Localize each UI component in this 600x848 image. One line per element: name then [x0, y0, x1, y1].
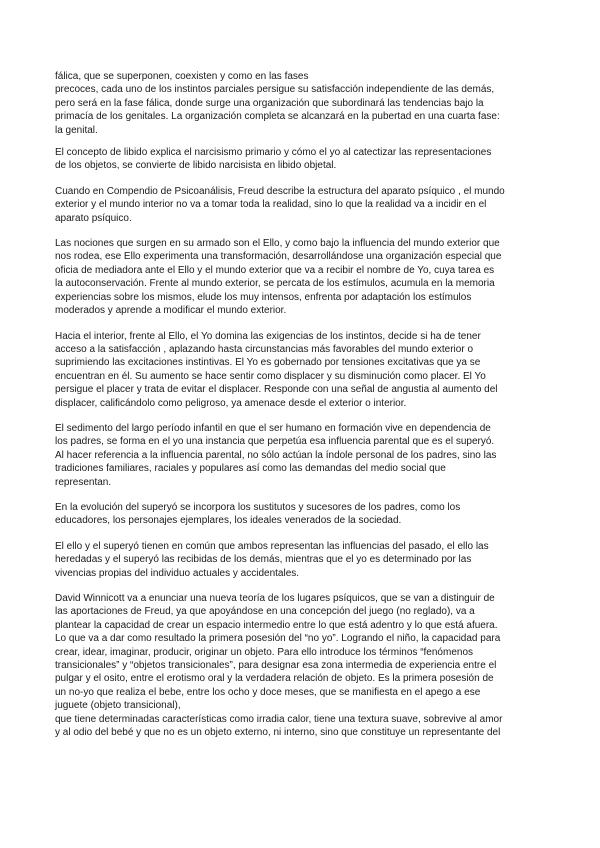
text-line: transicionales” y “objetos transicionales”, para designar esa zona intermedia de experiencia entre el	[55, 660, 497, 672]
text-line: El concepto de libido explica el narcisismo primario y cómo el yo al catectizar las representaciones	[55, 147, 492, 159]
paragraph	[55, 592, 550, 739]
text-line: vivencias propias del individuo actuales y accidentales.	[55, 567, 300, 579]
text-line: representan.	[55, 476, 112, 488]
text-line: experiencias sobre los mismos, elude los muy intensos, enfrenta por adaptación los estímulos	[55, 291, 472, 303]
text-line: los padres, se forma en el yo una instancia que perpetúa esa influencia parental que es el superyó.	[55, 436, 495, 448]
text-line: En la evolución del superyó se incorpora los sustitutos y sucesores de los padres, como los	[55, 501, 461, 513]
document-body	[55, 70, 550, 751]
paragraph	[55, 237, 550, 317]
text-line: aparato psíquico.	[55, 212, 132, 224]
paragraph	[55, 146, 550, 173]
text-line: heredadas y el superyó las recibidas de los demás, mientras que el yo es determinado por las	[55, 554, 472, 566]
text-line: de los objetos, se convierte de libido narcisista en libido objetal.	[55, 160, 337, 172]
text-line: plantear la capacidad de crear un espacio intermedio entre lo que está adentro y lo que está afuera.	[55, 619, 498, 631]
text-line: moderados y aprende a modificar el mundo exterior.	[55, 305, 287, 317]
text-line: Al hacer referencia a la influencia parental, no sólo actúan la índole personal de los padres, sino las	[55, 449, 497, 461]
paragraph	[55, 540, 550, 580]
text-line: tradiciones familiares, raciales y populares así como las demandas del medio social que	[55, 463, 446, 475]
text-line: Cuando en Compendio de Psicoanálisis, Freud describe la estructura del aparato psíquico , el mundo	[55, 185, 505, 197]
text-line: Lo que va a dar como resultado la primera posesión del “no yo”. Logrando el niño, la capacidad para	[55, 633, 501, 645]
text-line: Las nociones que surgen en su armado son el Ello, y como bajo la influencia del mundo exterior que	[55, 238, 500, 250]
text-line: fálica, que se superponen, coexisten y como en las fases	[55, 71, 309, 82]
text-line: exterior y el mundo interior no va a tomar toda la realidad, sino lo que la realidad va a incidir en el	[55, 199, 487, 211]
paragraph	[55, 501, 550, 528]
text-line: que tiene determinadas características como irradia calor, tiene una textura suave, sobrevive al amor	[55, 713, 503, 725]
text-line: y al odio del bebé y que no es un objeto externo, ni interno, sino que constituye un representante del	[55, 727, 501, 739]
text-line: persigue el placer y trata de evitar el displacer. Responde con una señal de angustia al aumento del	[55, 384, 498, 396]
text-line: precoces, cada uno de los instintos parciales persigue su satisfacción independiente de las demás,	[55, 84, 495, 96]
text-line: El ello y el superyó tienen en común que ambos representan las influencias del pasado, el ello las	[55, 540, 489, 552]
text-line: educadores, los personajes ejemplares, los ideales venerados de la sociedad.	[55, 515, 402, 527]
text-line: pero será en la fase fálica, donde surge una organización que subordinará las tendencias bajo la	[55, 97, 484, 109]
text-line: acceso a la satisfacción , aplazando hasta circunstancias más favorables del mundo exterior o	[55, 343, 474, 355]
text-line: oficia de mediadora ante el Ello y el mundo exterior que va a recibir el nombre de Yo, cuya tarea es	[55, 264, 495, 276]
paragraph	[55, 330, 550, 410]
paragraph	[55, 185, 550, 225]
text-line: suprimiendo las excitaciones instintivas. El Yo es gobernado por tensiones excitativas que ya se	[55, 357, 481, 369]
text-line: un no-yo que realiza el bebe, entre los ocho y doce meses, que se manifiesta en el apego a ese	[55, 686, 481, 698]
text-line: crear, idear, imaginar, producir, originar un objeto. Para ello introduce los términos “fenómenos	[55, 646, 474, 658]
text-line: las aportaciones de Freud, ya que apoyándose en una concepción del juego (no reglado), va a	[55, 606, 475, 618]
paragraph	[55, 70, 550, 137]
paragraph	[55, 422, 550, 489]
text-line: encuentran en él. Su aumento se hace sentir como displacer y su disminución como placer. El Yo	[55, 370, 486, 382]
text-line: pulgar y el osito, entre el erotismo oral y la verdadera relación de objeto. Es la primera posesión de	[55, 673, 494, 685]
text-line: displacer, calificándolo como peligroso, ya amenace desde el exterior o interior.	[55, 397, 407, 409]
text-line: la autoconservación. Frente al mundo exterior, se percata de los estímulos, acumula en la memoria	[55, 278, 495, 290]
text-line: juguete (objeto transicional),	[55, 700, 181, 712]
text-line: nos rodea, ese Ello experimenta una transformación, desarrollándose una organización especial que	[55, 251, 502, 263]
text-line: El sedimento del largo período infantil en que el ser humano en formación vive en dependencia de	[55, 422, 491, 434]
text-line: la genital.	[55, 124, 98, 136]
text-line: primacía de los genitales. La organización completa se alcanzará en la pubertad en una cuarta fase:	[55, 111, 500, 123]
text-line: David Winnicott va a enunciar una nueva teoría de los lugares psíquicos, que se van a distinguir de	[55, 593, 495, 604]
text-line: Hacia el interior, frente al Ello, el Yo domina las exigencias de los instintos, decide si ha de tener	[55, 330, 481, 342]
